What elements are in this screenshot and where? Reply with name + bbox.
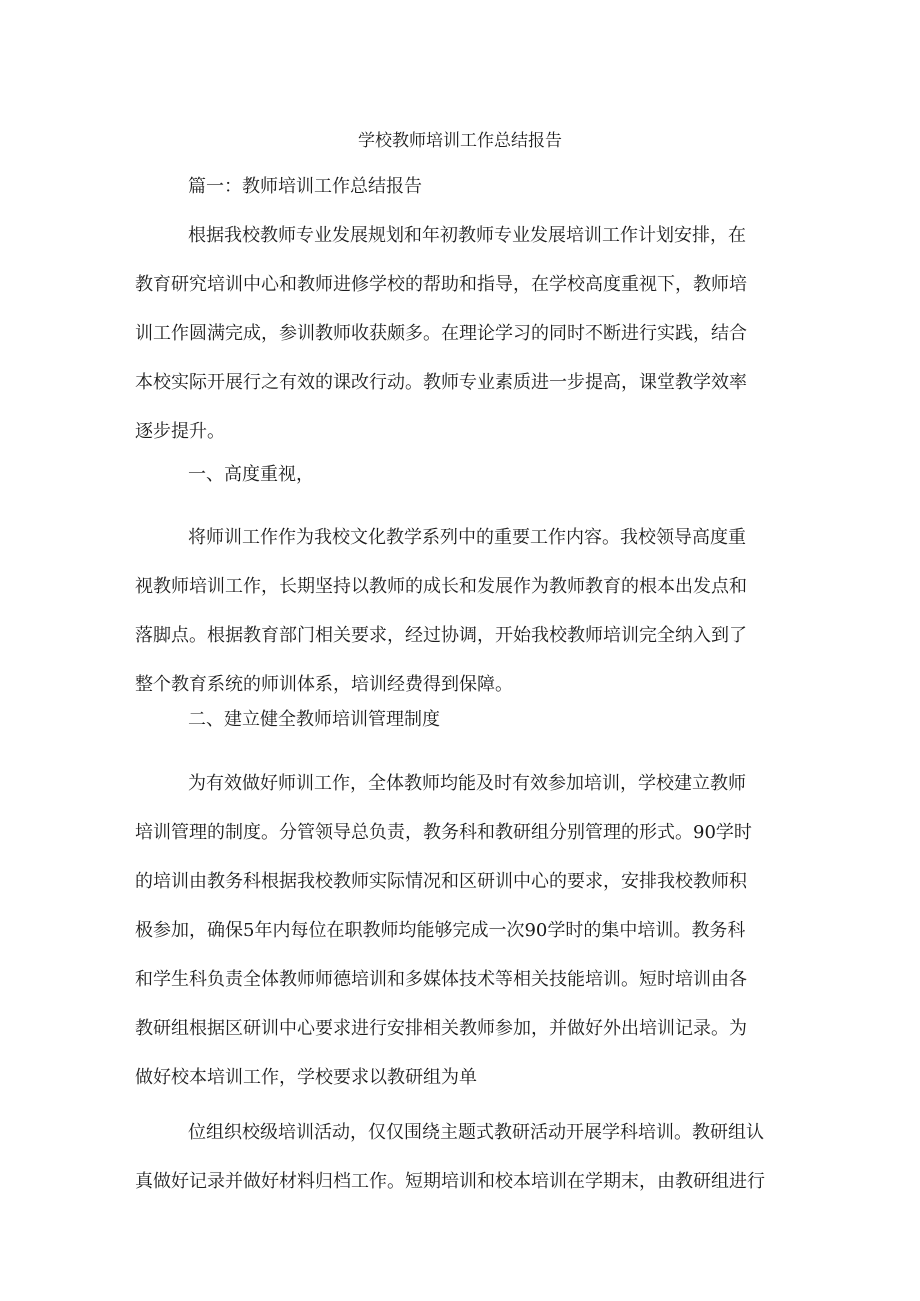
section1-heading: 一、高度重视， bbox=[188, 464, 314, 485]
paragraph-line: 根据我校教师专业发展规划和年初教师专业发展培训工作计划安排，在 bbox=[188, 225, 746, 246]
paragraph-line: 的培训由教务科根据我校教师实际情况和区研训中心的要求，安排我校教师积 bbox=[135, 871, 747, 892]
paragraph-line: 为有效做好师训工作，全体教师均能及时有效参加培训，学校建立教师 bbox=[188, 773, 746, 794]
section1-heading-block bbox=[135, 450, 795, 499]
paragraph-line: 整个教育系统的师训体系，培训经费得到保障。 bbox=[135, 674, 513, 695]
paragraph-line: 培训管理的制度。分管领导总负责，教务科和教研组分别管理的形式。90学时 bbox=[135, 822, 752, 843]
paragraph-line: 和学生科负责全体教师师德培训和多媒体技术等相关技能培训。短时培训由各 bbox=[135, 969, 747, 990]
paragraph-line: 极参加，确保5年内每位在职教师均能够完成一次90学时的集中培训。教务科 bbox=[135, 920, 746, 941]
chapter-heading: 篇一：教师培训工作总结报告 bbox=[188, 176, 422, 197]
paragraph-line: 教育研究培训中心和教师进修学校的帮助和指导，在学校高度重视下，教师培 bbox=[135, 274, 747, 295]
paragraph-line: 真做好记录并做好材料归档工作。短期培训和校本培训在学期末，由教研组进行 bbox=[135, 1171, 765, 1192]
paragraph-line: 教研组根据区研训中心要求进行安排相关教师参加，并做好外出培训记录。为 bbox=[135, 1018, 747, 1039]
chapter-heading-block bbox=[135, 162, 795, 211]
section1-paragraph bbox=[135, 513, 795, 709]
paragraph-line: 视教师培训工作，长期坚持以教师的成长和发展作为教师教育的根本出发点和 bbox=[135, 576, 747, 597]
document-title: 学校教师培训工作总结报告 bbox=[358, 131, 562, 151]
intro-paragraph bbox=[135, 211, 795, 456]
section2-heading: 二、建立健全教师培训管理制度 bbox=[188, 709, 440, 730]
paragraph-line: 将师训工作作为我校文化教学系列中的重要工作内容。我校领导高度重 bbox=[188, 527, 746, 548]
paragraph-line: 训工作圆满完成，参训教师收获颇多。在理论学习的同时不断进行实践，结合 bbox=[135, 323, 747, 344]
paragraph-line: 位组织校级培训活动，仅仅围绕主题式教研活动开展学科培训。教研组认 bbox=[188, 1122, 764, 1143]
section2-paragraph-2 bbox=[135, 1108, 795, 1206]
paragraph-line: 本校实际开展行之有效的课改行动。教师专业素质进一步提高，课堂教学效率 bbox=[135, 372, 747, 393]
paragraph-line: 落脚点。根据教育部门相关要求，经过协调，开始我校教师培训完全纳入到了 bbox=[135, 625, 747, 646]
paragraph-line: 逐步提升。 bbox=[135, 421, 225, 442]
section2-heading-block bbox=[135, 695, 795, 744]
section2-paragraph-1 bbox=[135, 759, 795, 1102]
paragraph-line: 做好校本培训工作，学校要求以教研组为单 bbox=[135, 1067, 477, 1088]
